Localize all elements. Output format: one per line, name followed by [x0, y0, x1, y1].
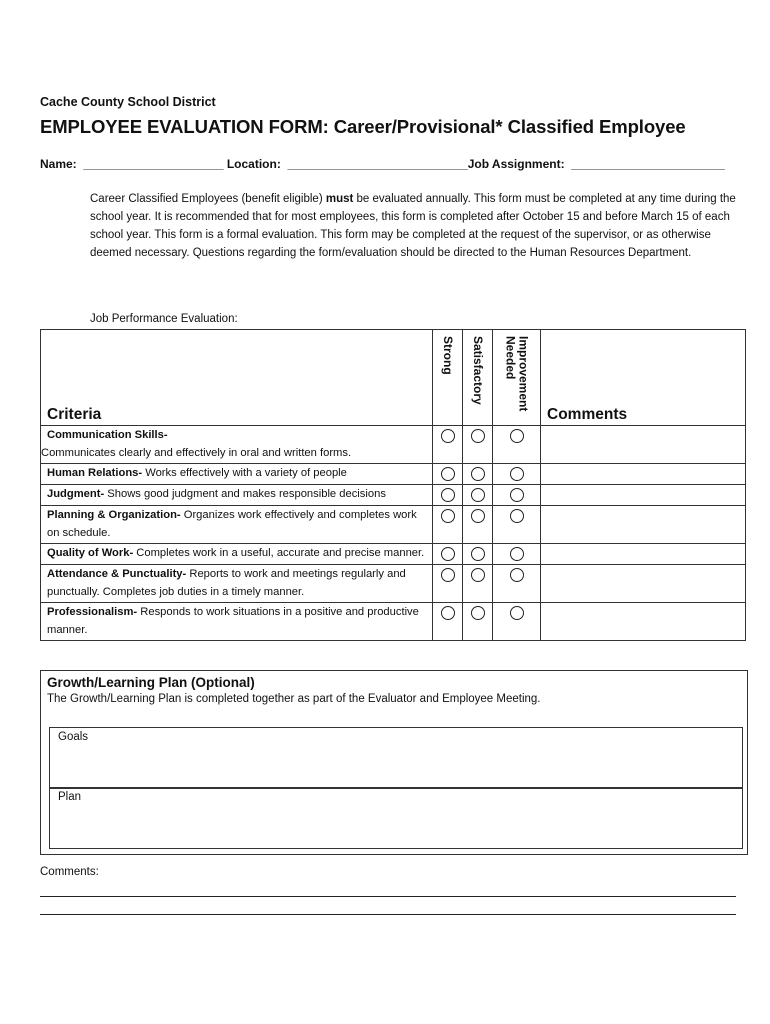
satisfactory-cell: [463, 603, 493, 641]
strong-header: [433, 330, 463, 426]
goals-field[interactable]: [49, 727, 743, 789]
strong-cell: [433, 565, 463, 603]
improvement-cell: [493, 426, 541, 464]
criteria-header: Criteria: [41, 330, 433, 426]
criteria-desc: Works effectively with a variety of people: [142, 467, 347, 479]
comments-cell[interactable]: [541, 485, 746, 506]
comments-cell[interactable]: [541, 565, 746, 603]
strong-cell: [433, 464, 463, 485]
comments-label: Comments:: [40, 866, 99, 878]
table-row: [41, 603, 746, 641]
criteria-cell: [41, 426, 433, 464]
growth-plan-description: The Growth/Learning Plan is completed together as part of the Evaluator and Employee Meeting.: [47, 693, 541, 705]
criteria-name: Judgment-: [47, 488, 105, 500]
improvement-header-label: [504, 336, 530, 411]
strong-cell: [433, 485, 463, 506]
comments-cell[interactable]: [541, 464, 746, 485]
satisfactory-radio[interactable]: [471, 568, 485, 582]
plan-field[interactable]: [49, 787, 743, 849]
criteria-name: Human Relations-: [47, 467, 143, 479]
intro-post: be evaluated annually. This form must be completed at any time during the school year. It is recommended that for most employees, this form is completed after October 15 and before March 15 of each school year. This form is a formal evaluation. This form may be completed at the request of the supervisor, or as otherwise deemed necessary. Questions regarding the form/evaluation should be directed to the Human Resources Department.: [90, 193, 736, 259]
improvement-needed-header: [493, 330, 541, 426]
improvement-radio[interactable]: [510, 606, 524, 620]
strong-radio[interactable]: [441, 606, 455, 620]
comments-cell[interactable]: [541, 426, 746, 464]
table-row: [41, 485, 746, 506]
table-row: [41, 426, 746, 464]
strong-radio[interactable]: [441, 568, 455, 582]
comments-line-2[interactable]: [40, 914, 736, 915]
intro-emphasis: must: [325, 193, 354, 205]
criteria-desc: Organizes work effectively and completes work on schedule.: [47, 509, 417, 539]
comments-cell[interactable]: [541, 603, 746, 641]
criteria-cell: [41, 565, 433, 603]
improvement-cell: [493, 603, 541, 641]
improvement-radio[interactable]: [510, 488, 524, 502]
strong-radio[interactable]: [441, 488, 455, 502]
strong-radio[interactable]: [441, 467, 455, 481]
table-row: [41, 544, 746, 565]
improvement-line-1: Improvement: [516, 336, 531, 412]
criteria-desc: Completes work in a useful, accurate and precise manner.: [133, 547, 425, 559]
criteria-name: Communication Skills-: [47, 429, 168, 441]
strong-cell: [433, 603, 463, 641]
employee-info-fields[interactable]: Name: _____________________ Location: ___________________________Job Assignment: _______________________: [40, 157, 725, 171]
strong-cell: [433, 426, 463, 464]
satisfactory-cell: [463, 506, 493, 544]
satisfactory-radio[interactable]: [471, 429, 485, 443]
form-title: EMPLOYEE EVALUATION FORM: Career/Provisional* Classified Employee: [40, 116, 686, 137]
plan-label: Plan: [58, 791, 82, 803]
improvement-radio[interactable]: [510, 509, 524, 523]
table-row: [41, 506, 746, 544]
satisfactory-radio[interactable]: [471, 509, 485, 523]
criteria-cell: [41, 544, 433, 565]
comments-cell[interactable]: [541, 506, 746, 544]
growth-plan-title: Growth/Learning Plan (Optional): [47, 675, 255, 690]
criteria-name: Quality of Work-: [47, 547, 134, 559]
comments-line-1[interactable]: [40, 896, 736, 897]
strong-radio[interactable]: [441, 547, 455, 561]
table-row: [41, 464, 746, 485]
criteria-desc: Shows good judgment and makes responsible decisions: [104, 488, 386, 500]
satisfactory-cell: [463, 544, 493, 565]
satisfactory-radio[interactable]: [471, 488, 485, 502]
district-name: Cache County School District: [40, 95, 216, 109]
criteria-name: Planning & Organization-: [47, 509, 181, 521]
growth-learning-plan-box: [40, 670, 748, 855]
criteria-cell: [41, 485, 433, 506]
improvement-cell: [493, 565, 541, 603]
evaluation-table: [40, 329, 746, 641]
strong-header-label: Strong: [441, 336, 455, 375]
satisfactory-radio[interactable]: [471, 467, 485, 481]
satisfactory-header-label: Satisfactory: [471, 336, 485, 405]
intro-paragraph: [90, 190, 740, 262]
strong-radio[interactable]: [441, 509, 455, 523]
criteria-desc: Communicates clearly and effectively in oral and written forms.: [41, 446, 352, 459]
improvement-radio[interactable]: [510, 467, 524, 481]
improvement-radio[interactable]: [510, 547, 524, 561]
strong-cell: [433, 506, 463, 544]
strong-radio[interactable]: [441, 429, 455, 443]
improvement-radio[interactable]: [510, 568, 524, 582]
satisfactory-radio[interactable]: [471, 547, 485, 561]
criteria-name: Professionalism-: [47, 606, 138, 618]
satisfactory-cell: [463, 426, 493, 464]
criteria-name: Attendance & Punctuality-: [47, 568, 187, 580]
improvement-cell: [493, 506, 541, 544]
criteria-desc: Responds to work situations in a positive and productive manner.: [47, 606, 419, 636]
goals-label: Goals: [58, 731, 89, 743]
criteria-desc: Reports to work and meetings regularly and punctually. Completes job duties in a timely manner.: [47, 568, 406, 598]
improvement-cell: [493, 485, 541, 506]
job-performance-label: Job Performance Evaluation:: [90, 313, 238, 325]
satisfactory-radio[interactable]: [471, 606, 485, 620]
improvement-cell: [493, 544, 541, 565]
comments-header: Comments: [541, 330, 746, 426]
table-row: [41, 565, 746, 603]
criteria-cell: [41, 603, 433, 641]
comments-cell[interactable]: [541, 544, 746, 565]
satisfactory-cell: [463, 565, 493, 603]
table-header-row: [41, 330, 746, 426]
satisfactory-cell: [463, 464, 493, 485]
satisfactory-header: [463, 330, 493, 426]
improvement-radio[interactable]: [510, 429, 524, 443]
intro-pre: Career Classified Employees (benefit eligible): [90, 193, 326, 205]
criteria-cell: [41, 506, 433, 544]
criteria-cell: [41, 464, 433, 485]
strong-cell: [433, 544, 463, 565]
improvement-line-2: Needed: [503, 336, 518, 380]
satisfactory-cell: [463, 485, 493, 506]
improvement-cell: [493, 464, 541, 485]
